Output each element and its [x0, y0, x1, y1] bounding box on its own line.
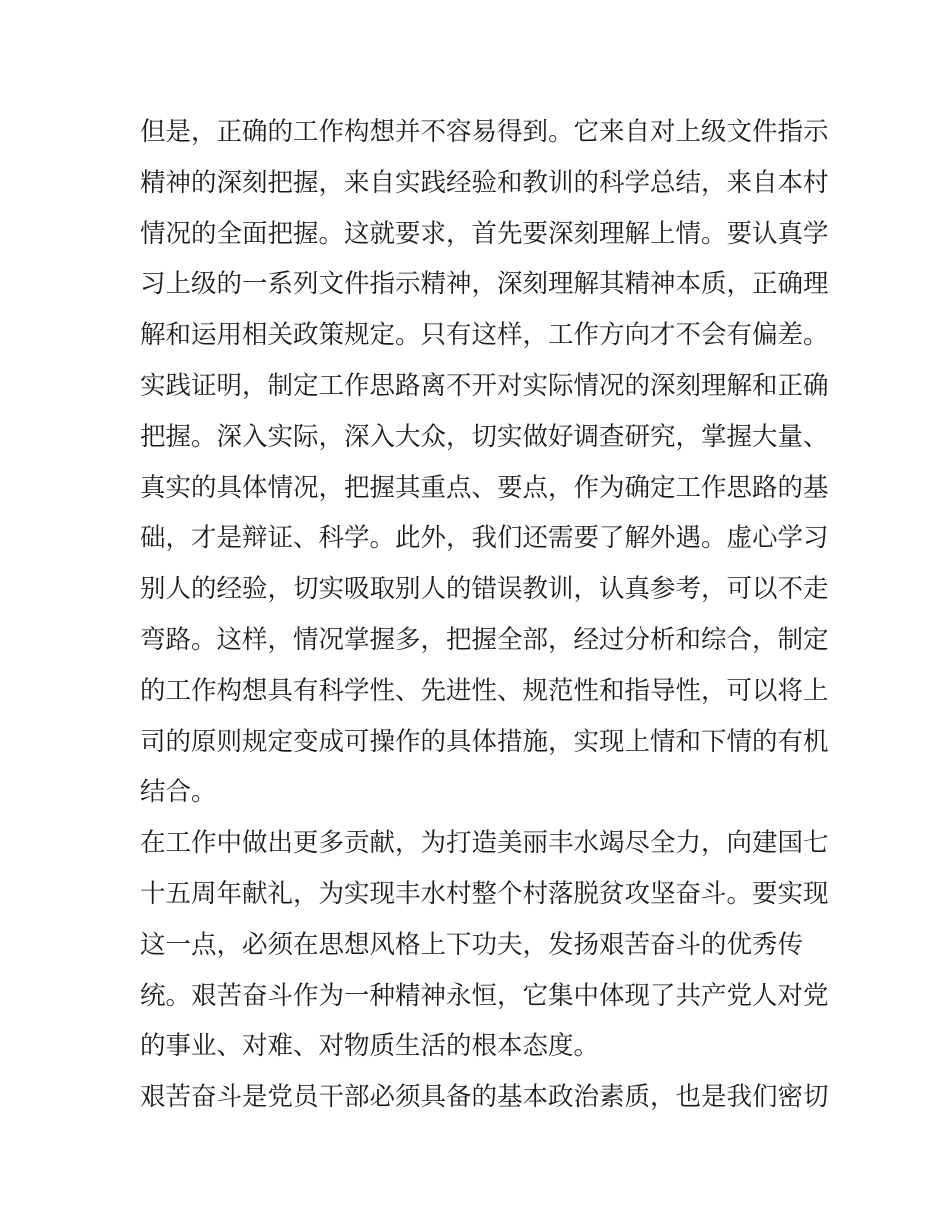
text-line: 习上级的一系列文件指示精神，深刻理解其精神本质，正确理: [140, 269, 829, 300]
text-line: 解和运用相关政策规定。只有这样，工作方向才不会有偏差。: [140, 320, 829, 351]
text-line: 的事业、对难、对物质生活的根本态度。: [140, 1031, 600, 1062]
text-line: 别人的经验，切实吸取别人的错误教训，认真参考，可以不走: [140, 574, 829, 605]
text-line: 艰苦奋斗是党员干部必须具备的基本政治素质，也是我们密切: [140, 1082, 829, 1113]
text-line: 结合。: [140, 777, 217, 808]
text-line: 真实的具体情况，把握其重点、要点，作为确定工作思路的基: [140, 472, 829, 503]
text-line: 这一点，必须在思想风格上下功夫，发扬艰苦奋斗的优秀传: [140, 929, 804, 960]
text-line: 弯路。这样，情况掌握多，把握全部，经过分析和综合，制定: [140, 624, 829, 655]
text-line: 统。艰苦奋斗作为一种精神永恒，它集中体现了共产党人对党: [140, 980, 829, 1011]
text-line: 在工作中做出更多贡献，为打造美丽丰水竭尽全力，向建国七: [140, 828, 829, 859]
text-line: 的工作构想具有科学性、先进性、规范性和指导性，可以将上: [140, 675, 829, 706]
document-body: [140, 107, 829, 1123]
text-line: 十五周年献礼，为实现丰水村整个村落脱贫攻坚奋斗。要实现: [140, 878, 829, 909]
text-line: 实践证明，制定工作思路离不开对实际情况的深刻理解和正确: [140, 370, 829, 401]
text-line: 精神的深刻把握，来自实践经验和教训的科学总结，来自本村: [140, 167, 829, 198]
text-line: 础，才是辩证、科学。此外，我们还需要了解外遇。虚心学习: [140, 523, 829, 554]
text-line: 情况的全面把握。这就要求，首先要深刻理解上情。要认真学: [140, 218, 829, 249]
text-line: 但是，正确的工作构想并不容易得到。它来自对上级文件指示: [140, 117, 829, 147]
text-line: 把握。深入实际，深入大众，切实做好调查研究，掌握大量、: [140, 421, 829, 452]
text-line: 司的原则规定变成可操作的具体措施，实现上情和下情的有机: [140, 726, 829, 757]
